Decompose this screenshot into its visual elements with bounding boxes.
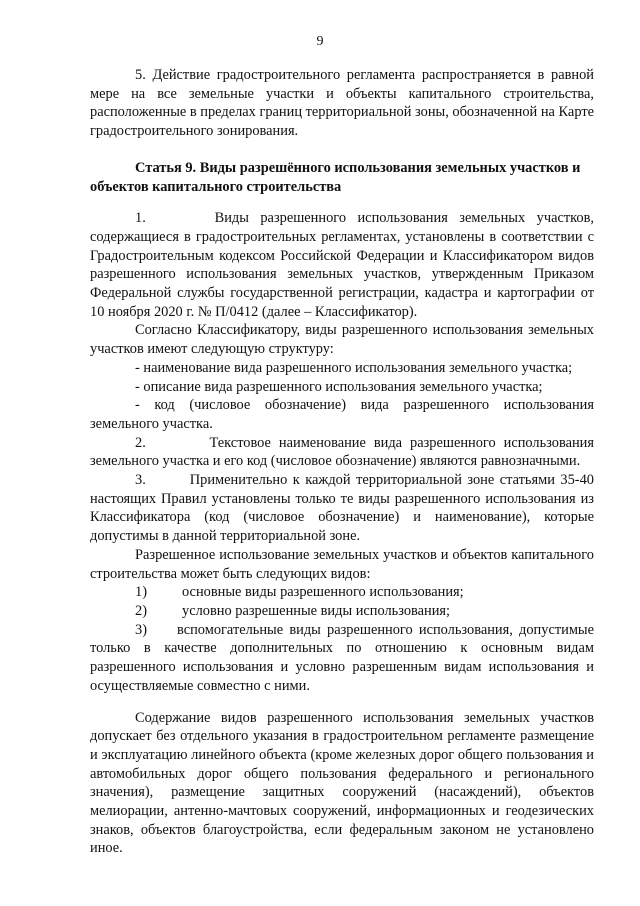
paragraph-1: 1. Виды разрешенного использования земельных участков, содержащиеся в градостроительных регламентах, установлены в соответствии с Градостроительным кодексом Российской Федерации и Классификатором видов разрешенного использования земельных участков, утвержденным Приказом Федеральной службы государственной регистрации, кадастра и картографии от 10 ноября 2020 г. № П/0412 (далее – Классификатор). — [90, 210, 594, 320]
kind-text: вспомогательные виды разрешенного использования, допустимые только в качестве дополнительных по отношению к основным видам разрешенного использования и условно разрешенным видам использования и осуществляемые совместно с ними. — [90, 621, 594, 694]
kind-text: условно разрешенные виды использования; — [182, 602, 451, 619]
structure-item: - наименование вида разрешенного использования земельного участка; — [135, 359, 573, 376]
kind-marker: 3) — [135, 621, 147, 638]
paragraph-structure: Согласно Классификатору, виды разрешенного использования земельных участков имеют следующую структуру: — [90, 322, 594, 358]
kind-marker: 1) — [135, 584, 147, 601]
page-number: 9 — [316, 34, 324, 49]
kind-item-3 — [90, 621, 594, 696]
paragraph-2: 2. Текстовое наименование вида разрешенного использования земельного участка и его код (числовое обозначение) являются равнозначными. — [90, 434, 594, 470]
kind-text: основные виды разрешенного использования; — [182, 584, 464, 601]
paragraph-content: Содержание видов разрешенного использования земельных участков допускает без отдельного указания в градостроительном регламенте размещение и эксплуатацию линейного объекта (кроме железных дорог общего пользования и автомобильных дорог общего пользования федерального и регионального значения), размещение защитных сооружений (насаждений), объектов мелиорации, антенно-мачтовых сооружений, информационных и геодезических знаков, объектов благоустройства, если федеральным законом не установлено иное. — [90, 709, 594, 857]
kind-item — [90, 602, 594, 621]
paragraph-5: 5. Действие градостроительного регламента распространяется в равной мере на все земельные участки и объекты капитального строительства, расположенные в пределах границ территориальной зоны, обозначенной на Карте градостроительного зонирования. — [90, 67, 595, 140]
structure-item: - описание вида разрешенного использования земельного участка; — [135, 378, 543, 395]
article-heading: Статья 9. Виды разрешённого использования земельных участков и объектов капитального строительства — [90, 159, 581, 195]
paragraph-kinds: Разрешенное использование земельных участков и объектов капитального строительства может быть следующих видов: — [90, 546, 594, 582]
paragraph-3: 3. Применительно к каждой территориальной зоне статьями 35-40 настоящих Правил установлены только те виды разрешенного использования из Классификатора (код (числовое обозначение) и наименование), которые допустимы в данной территориальной зоне. — [90, 472, 594, 545]
kind-marker: 2) — [135, 602, 147, 619]
kind-item — [90, 583, 594, 602]
document-body — [90, 66, 594, 858]
structure-item: - код (числовое обозначение) вида разрешенного использования земельного участка. — [90, 397, 594, 432]
